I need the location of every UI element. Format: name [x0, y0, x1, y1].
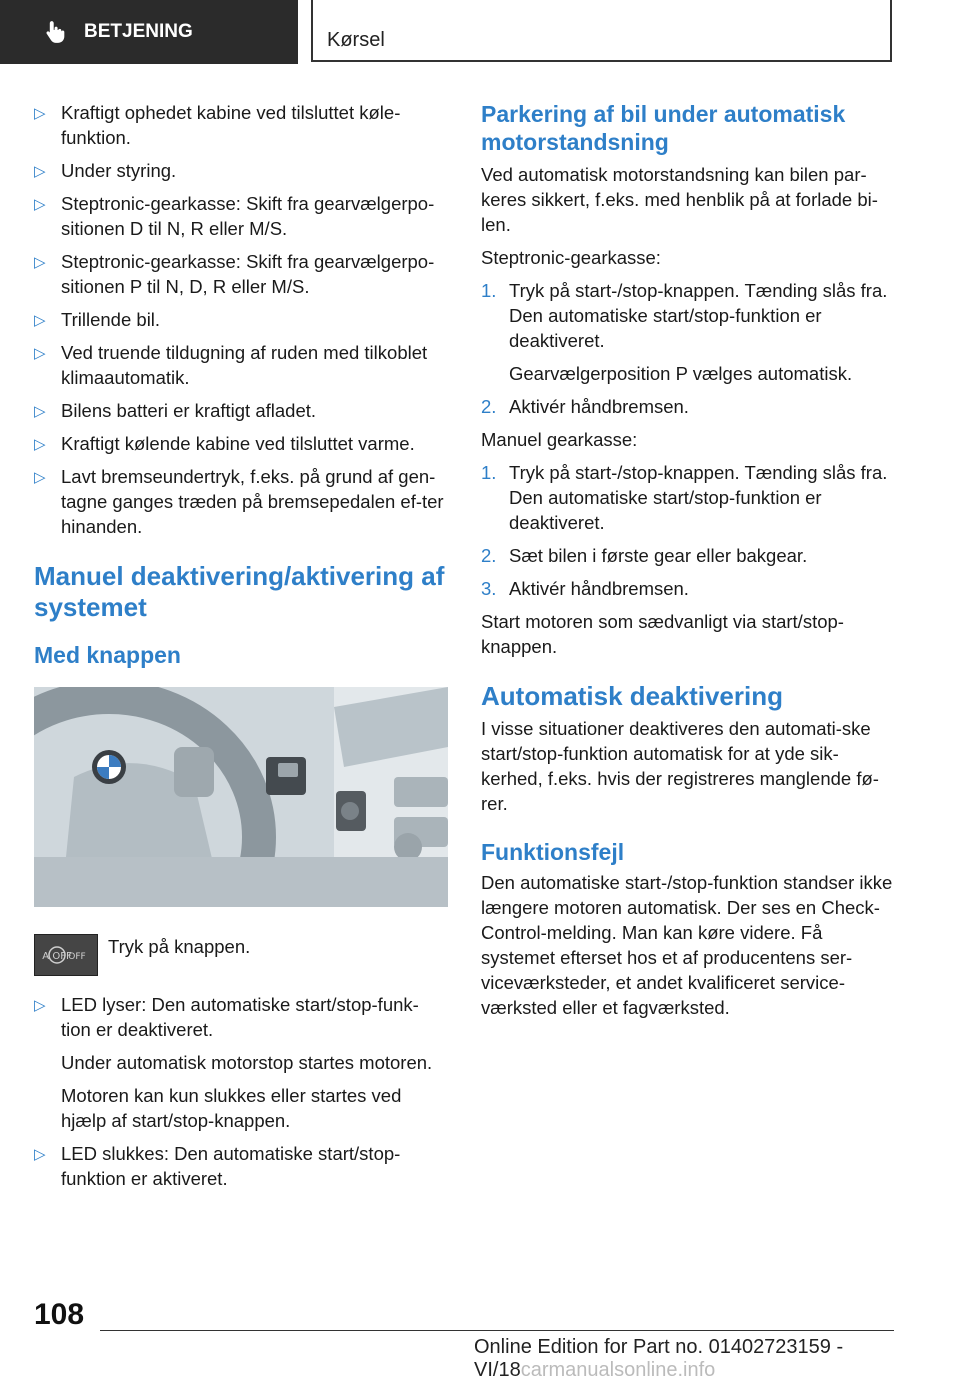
triangle-bullet-icon: ▷ [34, 196, 46, 213]
hand-icon [42, 19, 68, 45]
chapter-tab [311, 0, 892, 62]
list-item: ▷ Ved truende tildugning af ruden med tilkoblet klimaautomatik. [34, 342, 428, 388]
with-button-heading: Med knappen [34, 642, 181, 668]
list-item: ▷ Steptronic-gearkasse: Skift fra gearvælgerpo-sitionen P til N, D, R eller M/S. [34, 251, 435, 297]
triangle-bullet-icon: ▷ [34, 254, 46, 271]
list-subtext: Under automatisk motorstop startes motoren. [61, 1052, 433, 1073]
list-item: ▷ LED slukkes: Den automatiske start/stop-funktion er aktiveret. [34, 1143, 401, 1189]
list-item: 1. Tryk på start-/stop-knappen. Tænding slås fra. Den automatiske start/stop-funktion er deaktiveret. Gearvælgerposition P vælges automatisk. [481, 278, 895, 386]
triangle-bullet-icon: ▷ [34, 403, 46, 420]
button-label: A OFF [42, 951, 72, 962]
triangle-bullet-icon: ▷ [34, 436, 46, 453]
triangle-bullet-icon: ▷ [34, 105, 46, 122]
led-list [34, 992, 448, 1191]
section-title: BETJENING [84, 21, 193, 42]
footer-divider [100, 1330, 894, 1331]
list-item: 3. Aktivér håndbremsen. [481, 578, 689, 599]
list-item: ▷ Trillende bil. [34, 307, 448, 332]
list-item: 2. Sæt bilen i første gear eller bakgear. [481, 545, 808, 566]
manual-deactivation-heading: Manuel deaktivering/aktivering af systemet [34, 561, 445, 622]
list-item: 2. Aktivér håndbremsen. [481, 396, 689, 417]
fault-paragraph: Den automatiske start-/stop-funktion standser ikke længere motoren automatisk. Der ses en Check-Control-melding. Man kan køre videre. Få systemet efterset hos et af producentens ser-viceværksteder, et andet kvalificeret service-værksted eller et fagværksted. [481, 872, 893, 1018]
auto-start-stop-off-button-icon [34, 934, 98, 976]
triangle-bullet-icon: ▷ [34, 312, 46, 329]
page-number: 108 [34, 1298, 85, 1331]
manual-steps [481, 460, 895, 601]
auto-deactivation-heading: Automatisk deaktivering [481, 681, 783, 711]
list-subtext: Gearvælgerposition P vælges automatisk. [509, 363, 853, 384]
button-row [34, 934, 448, 974]
triangle-bullet-icon: ▷ [34, 163, 46, 180]
start-paragraph: Start motoren som sædvanligt via start/stop-knappen. [481, 611, 844, 657]
list-item: 1. Tryk på start-/stop-knappen. Tænding slås fra. Den automatiske start/stop-funktion er deaktiveret. [481, 462, 888, 533]
edition-text: Online Edition for Part no. 01402723159 - VI/18 [474, 1336, 844, 1381]
list-item: ▷ Steptronic-gearkasse: Skift fra gearvælgerpo-sitionen D til N, R eller M/S. [34, 193, 435, 239]
parking-heading: Parkering af bil under automatisk motorstandsning [481, 101, 846, 155]
section-tab [0, 0, 298, 64]
list-item: ▷ Kraftigt kølende kabine ved tilsluttet varme. [34, 431, 448, 456]
watermark: carmanualsonline.info [520, 1359, 716, 1381]
button-caption: Tryk på knappen. [108, 936, 251, 957]
steering-wheel-photo [34, 687, 448, 907]
manual-label: Manuel gearkasse: [481, 429, 638, 450]
list-subtext: Motoren kan kun slukkes eller startes ved hjælp af start/stop-knappen. [61, 1085, 402, 1131]
triangle-bullet-icon: ▷ [34, 997, 46, 1014]
triangle-bullet-icon: ▷ [34, 1146, 46, 1163]
left-column [34, 100, 448, 1199]
steptronic-label: Steptronic-gearkasse: [481, 247, 661, 268]
footer-edition [474, 1336, 960, 1382]
auto-deactivation-paragraph: I visse situationer deaktiveres den automati-ske start/stop-funktion automatisk for at yde sik-kerhed, f.eks. hvis der registreres manglende fø-rer. [481, 718, 879, 814]
list-item: ▷ Kraftigt ophedet kabine ved tilsluttet køle-funktion. [34, 102, 401, 148]
list-item: ▷ LED lyser: Den automatiske start/stop-funk-tion er deaktiveret. Under automatisk motorstop startes motoren. Motoren kan kun slukkes eller startes ved hjælp af start/stop-knappen. [34, 992, 448, 1133]
list-item: ▷ Lavt bremseundertryk, f.eks. på grund af gen-tagne ganges træden på bremsepedalen ef-ter hinanden. [34, 466, 444, 537]
right-column [481, 100, 895, 1020]
chapter-title: Kørsel [327, 29, 385, 51]
list-item: ▷ Bilens batteri er kraftigt afladet. [34, 398, 448, 423]
steptronic-steps [481, 278, 895, 419]
triangle-bullet-icon: ▷ [34, 469, 46, 486]
condition-list [34, 100, 448, 539]
list-item: ▷ Under styring. [34, 158, 448, 183]
fault-heading: Funktionsfejl [481, 839, 625, 865]
svg-text:OFF: OFF [68, 952, 86, 962]
triangle-bullet-icon: ▷ [34, 345, 46, 362]
parking-paragraph: Ved automatisk motorstandsning kan bilen par-keres sikkert, f.eks. med henblik på at forlade bi-len. [481, 164, 878, 235]
